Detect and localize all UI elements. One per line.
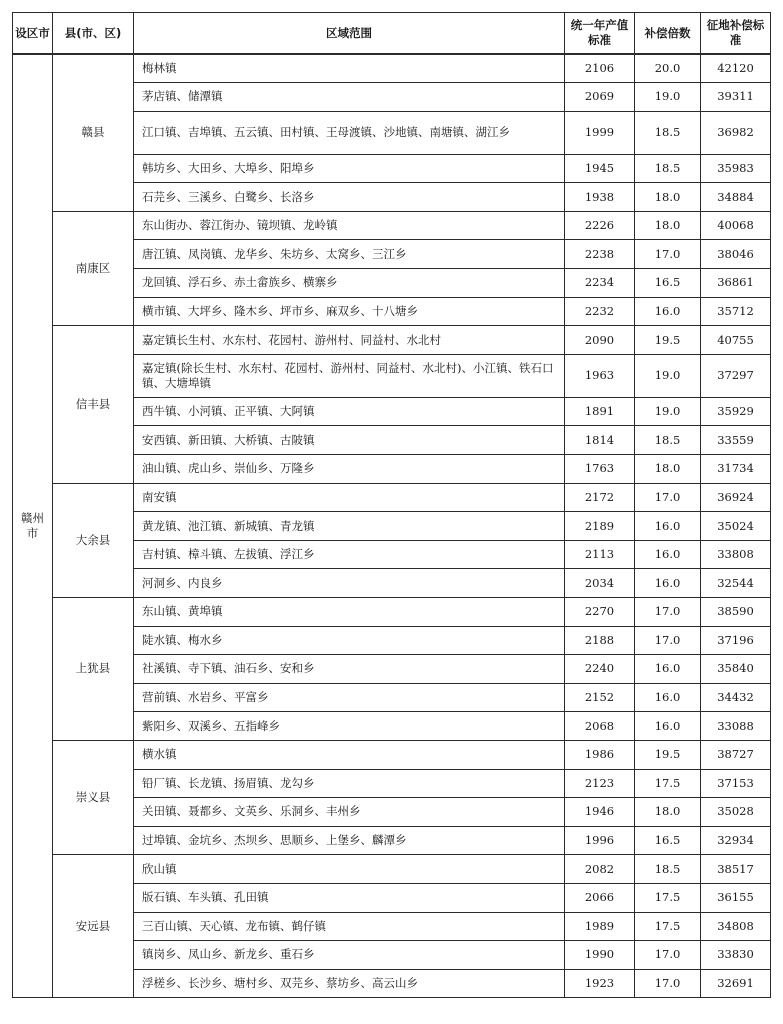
output-standard-cell: 1963	[565, 354, 635, 397]
output-standard-cell: 1946	[565, 798, 635, 827]
area-cell: 梅林镇	[134, 54, 565, 83]
compensation-cell: 35712	[701, 297, 771, 326]
output-standard-cell: 1763	[565, 455, 635, 484]
area-cell: 茅店镇、储潭镇	[134, 83, 565, 112]
area-cell: 东山镇、黄埠镇	[134, 598, 565, 627]
table-header-row	[13, 13, 771, 55]
multiplier-cell: 16.0	[635, 512, 701, 541]
multiplier-cell: 17.0	[635, 240, 701, 269]
output-standard-cell: 2188	[565, 626, 635, 655]
multiplier-cell: 19.0	[635, 354, 701, 397]
area-cell: 唐江镇、凤岗镇、龙华乡、朱坊乡、太窝乡、三江乡	[134, 240, 565, 269]
header-city: 设区市	[13, 13, 53, 55]
output-standard-cell: 2068	[565, 712, 635, 741]
compensation-cell: 35929	[701, 397, 771, 426]
multiplier-cell: 17.0	[635, 626, 701, 655]
area-cell: 龙回镇、浮石乡、赤土畲族乡、横寨乡	[134, 269, 565, 298]
area-cell: 铅厂镇、长龙镇、扬眉镇、龙勾乡	[134, 769, 565, 798]
output-standard-cell: 2106	[565, 54, 635, 83]
compensation-cell: 34808	[701, 912, 771, 941]
compensation-cell: 35840	[701, 655, 771, 684]
compensation-cell: 32691	[701, 969, 771, 998]
output-standard-cell: 2240	[565, 655, 635, 684]
area-cell: 韩坊乡、大田乡、大埠乡、阳埠乡	[134, 154, 565, 183]
area-cell: 黄龙镇、池江镇、新城镇、青龙镇	[134, 512, 565, 541]
table-body	[13, 54, 771, 998]
output-standard-cell: 2172	[565, 483, 635, 512]
compensation-cell: 33559	[701, 426, 771, 455]
compensation-cell: 34884	[701, 183, 771, 212]
area-cell: 西牛镇、小河镇、正平镇、大阿镇	[134, 397, 565, 426]
area-cell: 横市镇、大坪乡、隆木乡、坪市乡、麻双乡、十八塘乡	[134, 297, 565, 326]
table-row	[13, 211, 771, 240]
compensation-cell: 32934	[701, 826, 771, 855]
compensation-cell: 31734	[701, 455, 771, 484]
compensation-cell: 38046	[701, 240, 771, 269]
compensation-cell: 33808	[701, 540, 771, 569]
area-cell: 东山街办、蓉江街办、镜坝镇、龙岭镇	[134, 211, 565, 240]
multiplier-cell: 16.0	[635, 569, 701, 598]
output-standard-cell: 2034	[565, 569, 635, 598]
compensation-cell: 36982	[701, 111, 771, 154]
multiplier-cell: 16.5	[635, 826, 701, 855]
compensation-cell: 32544	[701, 569, 771, 598]
multiplier-cell: 17.0	[635, 941, 701, 970]
area-cell: 营前镇、水岩乡、平富乡	[134, 683, 565, 712]
county-cell: 安远县	[53, 855, 134, 998]
output-standard-cell: 1996	[565, 826, 635, 855]
output-standard-cell: 1945	[565, 154, 635, 183]
area-cell: 横水镇	[134, 740, 565, 769]
table-row	[13, 740, 771, 769]
compensation-cell: 33088	[701, 712, 771, 741]
area-cell: 河洞乡、内良乡	[134, 569, 565, 598]
compensation-cell: 42120	[701, 54, 771, 83]
area-cell: 油山镇、虎山乡、崇仙乡、万隆乡	[134, 455, 565, 484]
area-cell: 南安镇	[134, 483, 565, 512]
compensation-cell: 39311	[701, 83, 771, 112]
multiplier-cell: 16.0	[635, 683, 701, 712]
multiplier-cell: 17.0	[635, 969, 701, 998]
output-standard-cell: 1814	[565, 426, 635, 455]
header-area: 区域范围	[134, 13, 565, 55]
compensation-cell: 37153	[701, 769, 771, 798]
multiplier-cell: 16.5	[635, 269, 701, 298]
multiplier-cell: 19.5	[635, 740, 701, 769]
output-standard-cell: 2152	[565, 683, 635, 712]
multiplier-cell: 18.0	[635, 211, 701, 240]
multiplier-cell: 17.5	[635, 769, 701, 798]
area-cell: 浮槎乡、长沙乡、塘村乡、双芫乡、蔡坊乡、高云山乡	[134, 969, 565, 998]
output-standard-cell: 1891	[565, 397, 635, 426]
compensation-cell: 40068	[701, 211, 771, 240]
multiplier-cell: 18.0	[635, 798, 701, 827]
output-standard-cell: 2238	[565, 240, 635, 269]
compensation-cell: 34432	[701, 683, 771, 712]
compensation-table	[12, 12, 771, 998]
output-standard-cell: 2066	[565, 883, 635, 912]
area-cell: 版石镇、车头镇、孔田镇	[134, 883, 565, 912]
compensation-cell: 40755	[701, 326, 771, 355]
area-cell: 石芫乡、三溪乡、白鹭乡、长洛乡	[134, 183, 565, 212]
area-cell: 嘉定镇(除长生村、水东村、花园村、游州村、同益村、水北村)、小江镇、铁石口镇、大塘埠镇	[134, 354, 565, 397]
multiplier-cell: 20.0	[635, 54, 701, 83]
multiplier-cell: 18.5	[635, 855, 701, 884]
multiplier-cell: 18.0	[635, 455, 701, 484]
multiplier-cell: 19.0	[635, 397, 701, 426]
area-cell: 三百山镇、天心镇、龙布镇、鹤仔镇	[134, 912, 565, 941]
compensation-cell: 33830	[701, 941, 771, 970]
compensation-table-page	[12, 12, 770, 998]
output-standard-cell: 2189	[565, 512, 635, 541]
area-cell: 江口镇、吉埠镇、五云镇、田村镇、王母渡镇、沙地镇、南塘镇、湖江乡	[134, 111, 565, 154]
compensation-cell: 35028	[701, 798, 771, 827]
output-standard-cell: 1923	[565, 969, 635, 998]
output-standard-cell: 2069	[565, 83, 635, 112]
area-cell: 紫阳乡、双溪乡、五指峰乡	[134, 712, 565, 741]
header-county: 县(市、区)	[53, 13, 134, 55]
area-cell: 关田镇、聂都乡、文英乡、乐洞乡、丰州乡	[134, 798, 565, 827]
output-standard-cell: 2113	[565, 540, 635, 569]
multiplier-cell: 17.5	[635, 883, 701, 912]
output-standard-cell: 2226	[565, 211, 635, 240]
multiplier-cell: 16.0	[635, 297, 701, 326]
multiplier-cell: 17.0	[635, 483, 701, 512]
county-cell: 信丰县	[53, 326, 134, 483]
header-output-standard: 统一年产值标准	[565, 13, 635, 55]
table-row	[13, 855, 771, 884]
multiplier-cell: 17.0	[635, 598, 701, 627]
multiplier-cell: 18.0	[635, 183, 701, 212]
compensation-cell: 37297	[701, 354, 771, 397]
header-compensation-standard: 征地补偿标准	[701, 13, 771, 55]
compensation-cell: 37196	[701, 626, 771, 655]
area-cell: 吉村镇、樟斗镇、左拔镇、浮江乡	[134, 540, 565, 569]
table-row	[13, 483, 771, 512]
area-cell: 安西镇、新田镇、大桥镇、古陂镇	[134, 426, 565, 455]
multiplier-cell: 16.0	[635, 712, 701, 741]
area-cell: 陡水镇、梅水乡	[134, 626, 565, 655]
compensation-cell: 38727	[701, 740, 771, 769]
county-cell: 大余县	[53, 483, 134, 597]
multiplier-cell: 18.5	[635, 154, 701, 183]
output-standard-cell: 2234	[565, 269, 635, 298]
area-cell: 过埠镇、金坑乡、杰坝乡、思顺乡、上堡乡、麟潭乡	[134, 826, 565, 855]
compensation-cell: 35024	[701, 512, 771, 541]
table-row	[13, 54, 771, 83]
multiplier-cell: 18.5	[635, 426, 701, 455]
multiplier-cell: 16.0	[635, 655, 701, 684]
multiplier-cell: 17.5	[635, 912, 701, 941]
county-cell: 赣县	[53, 54, 134, 211]
output-standard-cell: 2090	[565, 326, 635, 355]
table-row	[13, 326, 771, 355]
area-cell: 嘉定镇长生村、水东村、花园村、游州村、同益村、水北村	[134, 326, 565, 355]
output-standard-cell: 2232	[565, 297, 635, 326]
output-standard-cell: 1986	[565, 740, 635, 769]
output-standard-cell: 1989	[565, 912, 635, 941]
multiplier-cell: 19.5	[635, 326, 701, 355]
county-cell: 崇义县	[53, 740, 134, 854]
output-standard-cell: 2082	[565, 855, 635, 884]
multiplier-cell: 18.5	[635, 111, 701, 154]
multiplier-cell: 19.0	[635, 83, 701, 112]
output-standard-cell: 1999	[565, 111, 635, 154]
area-cell: 镇岗乡、凤山乡、新龙乡、重石乡	[134, 941, 565, 970]
output-standard-cell: 2270	[565, 598, 635, 627]
area-cell: 社溪镇、寺下镇、油石乡、安和乡	[134, 655, 565, 684]
compensation-cell: 35983	[701, 154, 771, 183]
output-standard-cell: 1990	[565, 941, 635, 970]
county-cell: 上犹县	[53, 598, 134, 741]
compensation-cell: 36155	[701, 883, 771, 912]
area-cell: 欣山镇	[134, 855, 565, 884]
output-standard-cell: 1938	[565, 183, 635, 212]
compensation-cell: 36924	[701, 483, 771, 512]
city-cell: 赣州市	[13, 54, 53, 998]
compensation-cell: 38590	[701, 598, 771, 627]
county-cell: 南康区	[53, 211, 134, 325]
multiplier-cell: 16.0	[635, 540, 701, 569]
compensation-cell: 36861	[701, 269, 771, 298]
table-row	[13, 598, 771, 627]
output-standard-cell: 2123	[565, 769, 635, 798]
header-multiplier: 补偿倍数	[635, 13, 701, 55]
compensation-cell: 38517	[701, 855, 771, 884]
